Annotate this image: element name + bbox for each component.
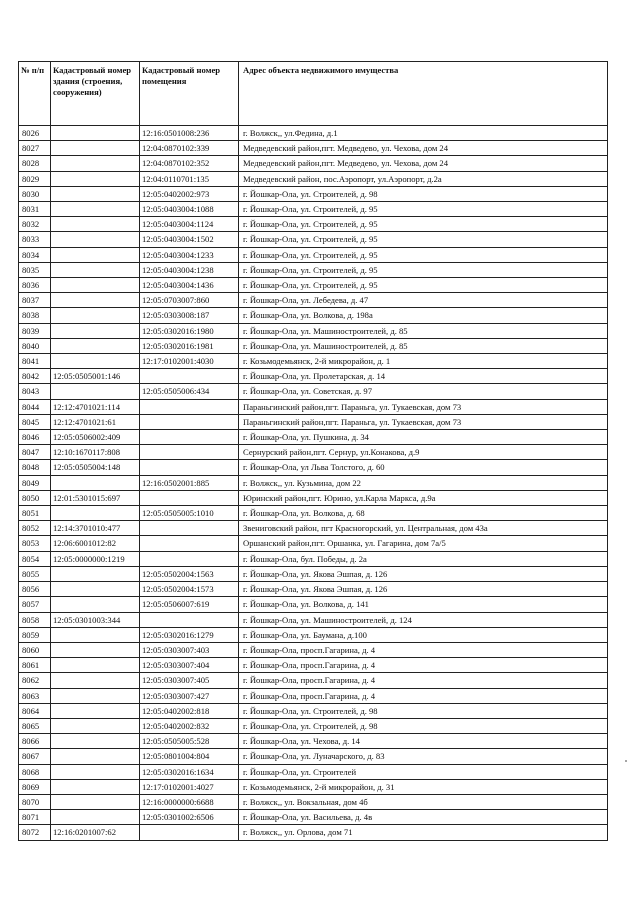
cell-num: 8043	[19, 384, 51, 399]
table-row	[19, 278, 608, 293]
cell-num: 8037	[19, 293, 51, 308]
cell-num: 8036	[19, 278, 51, 293]
cell-building-cadastral: 12:01:5301015:697	[51, 490, 140, 505]
cell-address: г. Йошкар-Ола, ул. Машиностроителей, д. 124	[239, 612, 608, 627]
cell-building-cadastral	[51, 384, 140, 399]
cell-num: 8034	[19, 247, 51, 262]
cell-room-cadastral: 12:05:0302016:1279	[140, 627, 239, 642]
cell-building-cadastral	[51, 627, 140, 642]
table-row	[19, 673, 608, 688]
cell-address: г. Волжск,, ул. Кузьмина, дом 22	[239, 475, 608, 490]
table-row	[19, 475, 608, 490]
cell-address: г. Йошкар-Ола, ул. Машиностроителей, д. 85	[239, 338, 608, 353]
cell-address: г. Йошкар-Ола, ул. Строителей, д. 98	[239, 186, 608, 201]
cell-num: 8069	[19, 779, 51, 794]
cell-building-cadastral: 12:12:4701021:114	[51, 399, 140, 414]
cell-room-cadastral: 12:05:0505006:434	[140, 384, 239, 399]
cell-building-cadastral	[51, 779, 140, 794]
cell-num: 8044	[19, 399, 51, 414]
cell-room-cadastral: 12:05:0403004:1436	[140, 278, 239, 293]
cell-num: 8026	[19, 126, 51, 141]
cell-building-cadastral	[51, 247, 140, 262]
table-row	[19, 642, 608, 657]
cell-building-cadastral	[51, 293, 140, 308]
cell-num: 8030	[19, 186, 51, 201]
cell-room-cadastral: 12:05:0302016:1981	[140, 338, 239, 353]
table-row	[19, 293, 608, 308]
table-row	[19, 141, 608, 156]
cell-room-cadastral: 12:05:0403004:1238	[140, 262, 239, 277]
table-row	[19, 414, 608, 429]
cell-address: Юринский район,пгт. Юрино, ул.Карла Маркса, д.9а	[239, 490, 608, 505]
cell-num: 8056	[19, 582, 51, 597]
cell-room-cadastral	[140, 536, 239, 551]
cell-num: 8067	[19, 749, 51, 764]
table-row	[19, 658, 608, 673]
cell-room-cadastral: 12:05:0402002:832	[140, 718, 239, 733]
table-row	[19, 186, 608, 201]
cell-num: 8063	[19, 688, 51, 703]
cell-address: г. Йошкар-Ола, ул. Волкова, д. 68	[239, 506, 608, 521]
cell-address: г. Йошкар-Ола, ул. Волкова, д. 198а	[239, 308, 608, 323]
table-row	[19, 338, 608, 353]
cell-building-cadastral	[51, 186, 140, 201]
cell-num: 8035	[19, 262, 51, 277]
cell-room-cadastral	[140, 612, 239, 627]
cell-num: 8029	[19, 171, 51, 186]
table-row	[19, 825, 608, 840]
cell-num: 8046	[19, 430, 51, 445]
cell-address: г. Йошкар-Ола, ул. Васильева, д. 4в	[239, 810, 608, 825]
cell-address: г. Йошкар-Ола, ул. Советская, д. 97	[239, 384, 608, 399]
cell-room-cadastral: 12:05:0703007:860	[140, 293, 239, 308]
cell-building-cadastral	[51, 688, 140, 703]
cell-num: 8055	[19, 566, 51, 581]
table-row	[19, 202, 608, 217]
cell-room-cadastral	[140, 430, 239, 445]
cell-room-cadastral	[140, 490, 239, 505]
cell-room-cadastral: 12:05:0801004:804	[140, 749, 239, 764]
cell-num: 8045	[19, 414, 51, 429]
cell-address: г. Йошкар-Ола, ул. Строителей, д. 95	[239, 217, 608, 232]
cell-building-cadastral	[51, 278, 140, 293]
cell-address: г. Йошкар-Ола, ул. Строителей, д. 98	[239, 718, 608, 733]
cell-building-cadastral	[51, 734, 140, 749]
cell-address: г. Козьмодемьянск, 2-й микрорайон, д. 1	[239, 354, 608, 369]
cell-room-cadastral	[140, 399, 239, 414]
cell-room-cadastral: 12:05:0403004:1124	[140, 217, 239, 232]
cell-num: 8040	[19, 338, 51, 353]
cell-room-cadastral: 12:05:0303007:403	[140, 642, 239, 657]
cell-num: 8042	[19, 369, 51, 384]
registry-table	[18, 61, 608, 841]
cell-num: 8048	[19, 460, 51, 475]
cell-room-cadastral: 12:04:0870102:339	[140, 141, 239, 156]
cell-num: 8033	[19, 232, 51, 247]
cell-building-cadastral	[51, 262, 140, 277]
cell-building-cadastral: 12:16:0201007:62	[51, 825, 140, 840]
cell-num: 8072	[19, 825, 51, 840]
cell-num: 8050	[19, 490, 51, 505]
cell-building-cadastral	[51, 673, 140, 688]
cell-room-cadastral: 12:05:0403004:1502	[140, 232, 239, 247]
cell-num: 8066	[19, 734, 51, 749]
cell-address: г. Йошкар-Ола, ул. Строителей, д. 98	[239, 703, 608, 718]
table-row	[19, 764, 608, 779]
cell-room-cadastral: 12:05:0402002:973	[140, 186, 239, 201]
cell-building-cadastral	[51, 126, 140, 141]
cell-address: г. Йошкар-Ола, ул. Чехова, д. 14	[239, 734, 608, 749]
table-row	[19, 506, 608, 521]
cell-num: 8027	[19, 141, 51, 156]
cell-num: 8054	[19, 551, 51, 566]
cell-building-cadastral	[51, 217, 140, 232]
cell-building-cadastral	[51, 566, 140, 581]
cell-room-cadastral: 12:16:0501008:236	[140, 126, 239, 141]
cell-room-cadastral	[140, 460, 239, 475]
cell-building-cadastral: 12:05:0000000:1219	[51, 551, 140, 566]
cell-room-cadastral: 12:05:0502004:1563	[140, 566, 239, 581]
table-row	[19, 126, 608, 141]
cell-building-cadastral	[51, 475, 140, 490]
table-row	[19, 430, 608, 445]
cell-building-cadastral	[51, 202, 140, 217]
cell-address: г. Йошкар-Ола, просп.Гагарина, д. 4	[239, 658, 608, 673]
cell-building-cadastral: 12:12:4701021:61	[51, 414, 140, 429]
cell-address: Звениговский район, пгт Красногорский, ул. Центральная, дом 43а	[239, 521, 608, 536]
cell-room-cadastral	[140, 445, 239, 460]
cell-room-cadastral: 12:17:0102001:4027	[140, 779, 239, 794]
table-row	[19, 627, 608, 642]
header-address: Адрес объекта недвижимого имущества	[239, 62, 608, 126]
cell-address: Сернурский район,пгт. Сернур, ул.Конакова, д.9	[239, 445, 608, 460]
cell-building-cadastral	[51, 582, 140, 597]
cell-building-cadastral	[51, 718, 140, 733]
cell-room-cadastral: 12:05:0302016:1634	[140, 764, 239, 779]
cell-room-cadastral	[140, 369, 239, 384]
table-row	[19, 734, 608, 749]
cell-address: Медведевский район, пос.Аэропорт, ул.Аэропорт, д.2а	[239, 171, 608, 186]
scan-speck	[625, 760, 627, 762]
cell-room-cadastral	[140, 521, 239, 536]
cell-building-cadastral	[51, 338, 140, 353]
cell-num: 8060	[19, 642, 51, 657]
table-row	[19, 749, 608, 764]
cell-building-cadastral	[51, 703, 140, 718]
cell-address: г. Йошкар-Ола, ул. Луначарского, д. 83	[239, 749, 608, 764]
cell-building-cadastral: 12:05:0506002:409	[51, 430, 140, 445]
cell-address: г. Йошкар-Ола, просп.Гагарина, д. 4	[239, 642, 608, 657]
cell-building-cadastral	[51, 810, 140, 825]
header-num: № п/п	[19, 62, 51, 126]
cell-address: Параньгинский район,пгт. Параньга, ул. Тукаевская, дом 73	[239, 414, 608, 429]
cell-building-cadastral: 12:05:0301003:344	[51, 612, 140, 627]
cell-address: г. Йошкар-Ола, ул. Пушкина, д. 34	[239, 430, 608, 445]
cell-address: г. Козьмодемьянск, 2-й микрорайон, д. 31	[239, 779, 608, 794]
cell-num: 8028	[19, 156, 51, 171]
table-row	[19, 810, 608, 825]
cell-num: 8065	[19, 718, 51, 733]
table-row	[19, 399, 608, 414]
table-header-row	[19, 62, 608, 126]
cell-num: 8068	[19, 764, 51, 779]
cell-num: 8058	[19, 612, 51, 627]
cell-building-cadastral: 12:14:3701010:477	[51, 521, 140, 536]
cell-room-cadastral: 12:05:0403004:1233	[140, 247, 239, 262]
table-row	[19, 323, 608, 338]
cell-address: г. Йошкар-Ола, просп.Гагарина, д. 4	[239, 688, 608, 703]
table-row	[19, 247, 608, 262]
cell-num: 8057	[19, 597, 51, 612]
table-row	[19, 384, 608, 399]
cell-room-cadastral: 12:05:0301002:6506	[140, 810, 239, 825]
cell-address: г. Волжск,, ул. Орлова, дом 71	[239, 825, 608, 840]
cell-num: 8039	[19, 323, 51, 338]
cell-num: 8052	[19, 521, 51, 536]
cell-address: Оршанский район,пгт. Оршанка, ул. Гагарина, дом 7а/5	[239, 536, 608, 551]
cell-building-cadastral	[51, 323, 140, 338]
table-row	[19, 566, 608, 581]
cell-room-cadastral: 12:05:0502004:1573	[140, 582, 239, 597]
table-row	[19, 354, 608, 369]
cell-building-cadastral	[51, 141, 140, 156]
table-row	[19, 582, 608, 597]
cell-room-cadastral: 12:16:0502001:885	[140, 475, 239, 490]
table-row	[19, 521, 608, 536]
table-row	[19, 232, 608, 247]
cell-address: г. Йошкар-Ола, ул. Строителей	[239, 764, 608, 779]
table-body	[19, 126, 608, 841]
cell-address: г. Йошкар-Ола, ул. Баумана, д.100	[239, 627, 608, 642]
cell-address: г. Йошкар-Ола, ул. Якова Эшпая, д. 126	[239, 566, 608, 581]
cell-address: г. Йошкар-Ола, ул. Строителей, д. 95	[239, 202, 608, 217]
cell-room-cadastral	[140, 551, 239, 566]
cell-address: г. Йошкар-Ола, ул. Лебедева, д. 47	[239, 293, 608, 308]
cell-room-cadastral	[140, 414, 239, 429]
cell-building-cadastral	[51, 658, 140, 673]
cell-address: г. Йошкар-Ола, ул. Волкова, д. 141	[239, 597, 608, 612]
table-row	[19, 308, 608, 323]
cell-building-cadastral: 12:05:0505001:146	[51, 369, 140, 384]
cell-address: г. Йошкар-Ола, ул Льва Толстого, д. 60	[239, 460, 608, 475]
cell-building-cadastral	[51, 506, 140, 521]
cell-address: г. Йошкар-Ола, ул. Якова Эшпая, д. 126	[239, 582, 608, 597]
cell-room-cadastral: 12:05:0402002:818	[140, 703, 239, 718]
cell-address: г. Волжск,, ул. Вокзальная, дом 4б	[239, 794, 608, 809]
cell-building-cadastral: 12:05:0505004:148	[51, 460, 140, 475]
table-row	[19, 490, 608, 505]
cell-num: 8031	[19, 202, 51, 217]
cell-num: 8049	[19, 475, 51, 490]
cell-building-cadastral	[51, 749, 140, 764]
cell-room-cadastral: 12:05:0506007:619	[140, 597, 239, 612]
cell-room-cadastral: 12:05:0505005:1010	[140, 506, 239, 521]
cell-room-cadastral: 12:05:0303007:427	[140, 688, 239, 703]
cell-num: 8053	[19, 536, 51, 551]
table-row	[19, 794, 608, 809]
cell-address: г. Йошкар-Ола, ул. Пролетарская, д. 14	[239, 369, 608, 384]
cell-room-cadastral: 12:16:0000000:6688	[140, 794, 239, 809]
cell-address: г. Йошкар-Ола, ул. Машиностроителей, д. 85	[239, 323, 608, 338]
cell-num: 8032	[19, 217, 51, 232]
table-row	[19, 718, 608, 733]
cell-building-cadastral	[51, 764, 140, 779]
cell-room-cadastral: 12:05:0505005:528	[140, 734, 239, 749]
table-row	[19, 536, 608, 551]
cell-address: г. Йошкар-Ола, ул. Строителей, д. 95	[239, 232, 608, 247]
cell-num: 8064	[19, 703, 51, 718]
cell-room-cadastral: 12:04:0110701:135	[140, 171, 239, 186]
registry-document	[18, 61, 608, 841]
table-row	[19, 217, 608, 232]
cell-building-cadastral	[51, 642, 140, 657]
cell-building-cadastral	[51, 156, 140, 171]
cell-room-cadastral: 12:05:0302016:1980	[140, 323, 239, 338]
cell-building-cadastral	[51, 171, 140, 186]
table-row	[19, 445, 608, 460]
table-row	[19, 612, 608, 627]
table-row	[19, 262, 608, 277]
cell-address: Медведевский район,пгт. Медведево, ул. Чехова, дом 24	[239, 156, 608, 171]
cell-room-cadastral: 12:05:0303007:404	[140, 658, 239, 673]
cell-address: Медведевский район,пгт. Медведево, ул. Чехова, дом 24	[239, 141, 608, 156]
cell-room-cadastral: 12:05:0303007:405	[140, 673, 239, 688]
cell-address: г. Йошкар-Ола, ул. Строителей, д. 95	[239, 247, 608, 262]
cell-room-cadastral: 12:05:0403004:1088	[140, 202, 239, 217]
table-row	[19, 703, 608, 718]
cell-num: 8047	[19, 445, 51, 460]
cell-num: 8071	[19, 810, 51, 825]
cell-num: 8038	[19, 308, 51, 323]
cell-building-cadastral	[51, 794, 140, 809]
cell-address: г. Йошкар-Ола, ул. Строителей, д. 95	[239, 262, 608, 277]
table-row	[19, 551, 608, 566]
cell-room-cadastral: 12:05:0303008:187	[140, 308, 239, 323]
header-room-cadastral: Кадастровый номер помещения	[140, 62, 239, 126]
cell-address: г. Йошкар-Ола, ул. Строителей, д. 95	[239, 278, 608, 293]
cell-num: 8041	[19, 354, 51, 369]
cell-building-cadastral	[51, 308, 140, 323]
cell-address: г. Йошкар-Ола, бул. Победы, д. 2а	[239, 551, 608, 566]
table-row	[19, 171, 608, 186]
cell-num: 8061	[19, 658, 51, 673]
header-building-cadastral: Кадастровый номер здания (строения, сооружения)	[51, 62, 140, 126]
table-row	[19, 156, 608, 171]
cell-room-cadastral	[140, 825, 239, 840]
cell-room-cadastral: 12:17:0102001:4030	[140, 354, 239, 369]
cell-num: 8051	[19, 506, 51, 521]
cell-room-cadastral: 12:04:0870102:352	[140, 156, 239, 171]
cell-building-cadastral: 12:10:1670117:808	[51, 445, 140, 460]
table-row	[19, 460, 608, 475]
cell-num: 8062	[19, 673, 51, 688]
cell-building-cadastral: 12:06:6001012:82	[51, 536, 140, 551]
cell-address: г. Волжск,, ул.Федина, д.1	[239, 126, 608, 141]
cell-num: 8070	[19, 794, 51, 809]
cell-address: Параньгинский район,пгт. Параньга, ул. Тукаевская, дом 73	[239, 399, 608, 414]
table-row	[19, 597, 608, 612]
cell-building-cadastral	[51, 232, 140, 247]
table-row	[19, 779, 608, 794]
cell-num: 8059	[19, 627, 51, 642]
cell-building-cadastral	[51, 597, 140, 612]
cell-building-cadastral	[51, 354, 140, 369]
cell-address: г. Йошкар-Ола, просп.Гагарина, д. 4	[239, 673, 608, 688]
table-row	[19, 369, 608, 384]
table-row	[19, 688, 608, 703]
